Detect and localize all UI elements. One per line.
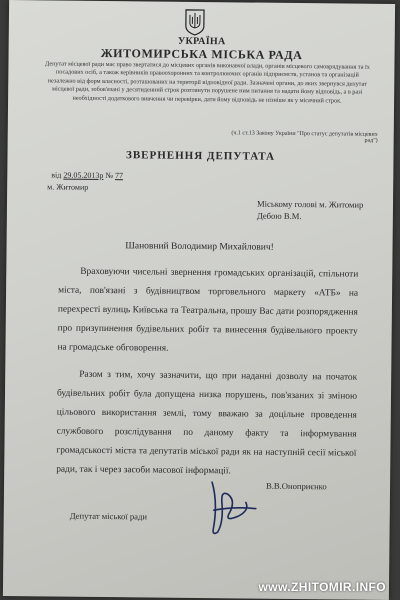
document-place: м. Житомир [47, 182, 89, 192]
addressee-block [257, 198, 364, 223]
addressee-line-2: Дебою В.М. [256, 210, 302, 222]
handwritten-signature [193, 472, 264, 543]
letter-body [56, 263, 358, 483]
body-paragraph-1: Враховуючи чисельні звернення громадських організацій, спільноти міста, пов'язані з будівництвом торговельного маркету «АТБ» на перехресті вулиць Київська та Театральна, прошу Вас дати розпорядження про призупинення будівельних робіт та винесення будівельного проекту на громадське обговорення. [57, 266, 359, 354]
site-watermark: www.ZHITOMIR.INFO [258, 580, 386, 594]
law-reference: (ч.1 ст.13 Закону України "Про статус депутатів місцевих рад") [231, 130, 378, 144]
document-title: ЗВЕРНЕННЯ ДЕПУТАТА [125, 149, 276, 163]
addressee-line-1: Міському голові м. Житомир [256, 198, 364, 210]
body-paragraph-2: Разом з тим, хочу зазначити, що при наданні дозволу на початок будівельних робіт була допущена низка порушень, пов'язаних зі зміною цільового використання землі, тому вважаю за доцільне проведення службового розслідування по даному факту та інформування громадськості міста та депутатів міської ради як на наступній сесії міської ради, так і через засоби масової інформації. [56, 369, 358, 477]
document-date: 29.05.2013р [63, 170, 104, 180]
date-prefix: від [51, 170, 62, 180]
country-heading: УКРАЇНА [177, 35, 226, 48]
signer-name: В.В.Оноприєнко [266, 480, 327, 492]
salutation: Шановний Володимир Михайлович! [125, 241, 274, 253]
trident-emblem-icon [184, 8, 206, 36]
document-dateline [51, 170, 123, 180]
council-heading: ЖИТОМИРСЬКА МІСЬКА РАДА [100, 45, 303, 63]
number-label: № [105, 171, 114, 181]
document-page [3, 0, 395, 600]
letterhead-legal-text: Депутат місцевої ради має право звертатися до місцевих органів виконавчої влади, органів місцевого самоврядування та їх посадових осіб, а також керівників правоохоронних та контролюючих органів підприємств, установ та організацій незалежно від форм власності, розташованих на території відповідної ради. Зазначені органи, до яких звернувся депутат місцевої ради, зобов'язані у десятиденний строк розглянути порушене ним питання та надати йому відповідь, а в разі необхідності додаткового вивчення чи перевірки, дати йому відповідь не пізніше як у місячний строк. [45, 60, 370, 105]
signer-position: Депутат міської ради [69, 510, 148, 522]
document-number: 77 [114, 171, 124, 181]
